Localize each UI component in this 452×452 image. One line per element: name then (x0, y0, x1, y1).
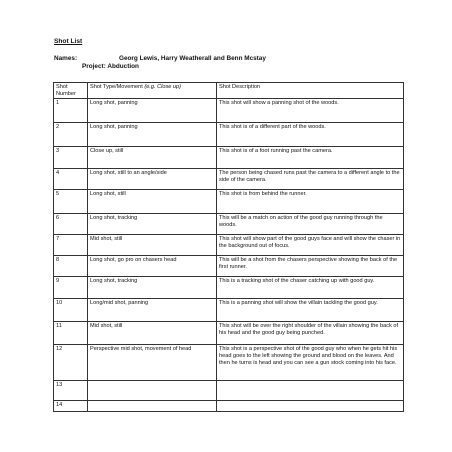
shot-number-cell: 4 (54, 169, 88, 190)
project-row (82, 63, 139, 70)
table-row (54, 123, 404, 147)
names-label: Names: (54, 55, 78, 62)
table-row (54, 299, 404, 322)
shot-type-cell: Long/mid shot, panning (88, 299, 217, 322)
shot-description-cell: This shot will be over the right shoulder of the villain showing the back of his head and the good guy being punched. (217, 322, 404, 345)
project-label: Project: (82, 63, 106, 70)
table-row (54, 401, 404, 412)
table-row (54, 147, 404, 169)
shot-type-cell: Long shot, still (88, 190, 217, 214)
shot-number-cell: 2 (54, 123, 88, 147)
shot-description-cell: This is a panning shot will show the villain tackling the good guy. (217, 299, 404, 322)
shot-type-cell: Long shot, go pro on chasers head (88, 256, 217, 277)
table-row (54, 256, 404, 277)
table-row (54, 169, 404, 190)
shot-description-cell: This will be a match on action of the good guy running through the woods. (217, 214, 404, 235)
shot-number-cell: 6 (54, 214, 88, 235)
shot-description-cell: This shot is a perspective shot of the good guy who when he gets hit his head goes to the left showing the ground and blood on the leaves. And then he turns is head and you can see a gun stock coming into his face. (217, 345, 404, 381)
shot-number-cell: 5 (54, 190, 88, 214)
shot-type-cell: Close up, still (88, 147, 217, 169)
shot-type-cell: Long shot, tracking (88, 277, 217, 299)
shot-type-cell: Perspective mid shot, movement of head (88, 345, 217, 381)
shot-list-table (53, 82, 404, 412)
header-shot-description: Shot Description (217, 83, 404, 99)
shot-number-cell: 11 (54, 322, 88, 345)
shot-description-cell: This shot is from behind the runner. (217, 190, 404, 214)
shot-number-cell: 7 (54, 235, 88, 256)
table-row (54, 381, 404, 401)
table-header-row (54, 83, 404, 99)
header-shot-type-hint: (e.g. Close up) (144, 84, 182, 90)
shot-number-cell: 10 (54, 299, 88, 322)
shot-type-cell: Mid shot, still (88, 235, 217, 256)
shot-number-cell: 8 (54, 256, 88, 277)
shot-type-cell (88, 381, 217, 401)
shot-description-cell: This shot is of a foot running past the camera. (217, 147, 404, 169)
shot-description-cell: This shot will show a panning shot of the woods. (217, 99, 404, 123)
table-row (54, 214, 404, 235)
header-shot-type (88, 83, 217, 99)
shot-description-cell: The person being chased runs past the camera to a different angle to the side of the camera. (217, 169, 404, 190)
shot-number-cell: 14 (54, 401, 88, 412)
table-row (54, 235, 404, 256)
shot-type-cell: Long shot, panning (88, 123, 217, 147)
header-shot-type-label: Shot Type/Movement (90, 84, 143, 90)
header-shot-number: Shot Number (54, 83, 88, 99)
names-row (54, 55, 266, 62)
shot-type-cell: Long shot, still to an angle/side (88, 169, 217, 190)
table-row (54, 322, 404, 345)
shot-type-cell: Mid shot, still (88, 322, 217, 345)
table-row (54, 277, 404, 299)
shot-description-cell (217, 381, 404, 401)
shot-number-cell: 13 (54, 381, 88, 401)
table-row (54, 99, 404, 123)
shot-description-cell: This shot is of a different part of the woods. (217, 123, 404, 147)
shot-number-cell: 1 (54, 99, 88, 123)
names-value: Georg Lewis, Harry Weatherall and Benn Mcstay (119, 55, 266, 62)
shot-description-cell (217, 401, 404, 412)
table-row (54, 345, 404, 381)
shot-description-cell: This will be a shot from the chasers perspective showing the back of the first runner. (217, 256, 404, 277)
project-value: Abduction (107, 63, 139, 70)
shot-number-cell: 9 (54, 277, 88, 299)
shot-description-cell: This shot will show part of the good guys face and will show the chaser in the background out of focus. (217, 235, 404, 256)
shot-description-cell: This is a tracking shot of the chaser catching up with good guy. (217, 277, 404, 299)
document-title: Shot List (54, 38, 83, 45)
shot-number-cell: 3 (54, 147, 88, 169)
shot-number-cell: 12 (54, 345, 88, 381)
shot-type-cell: Long shot, panning (88, 99, 217, 123)
shot-type-cell: Long shot, tracking (88, 214, 217, 235)
table-row (54, 190, 404, 214)
shot-type-cell (88, 401, 217, 412)
